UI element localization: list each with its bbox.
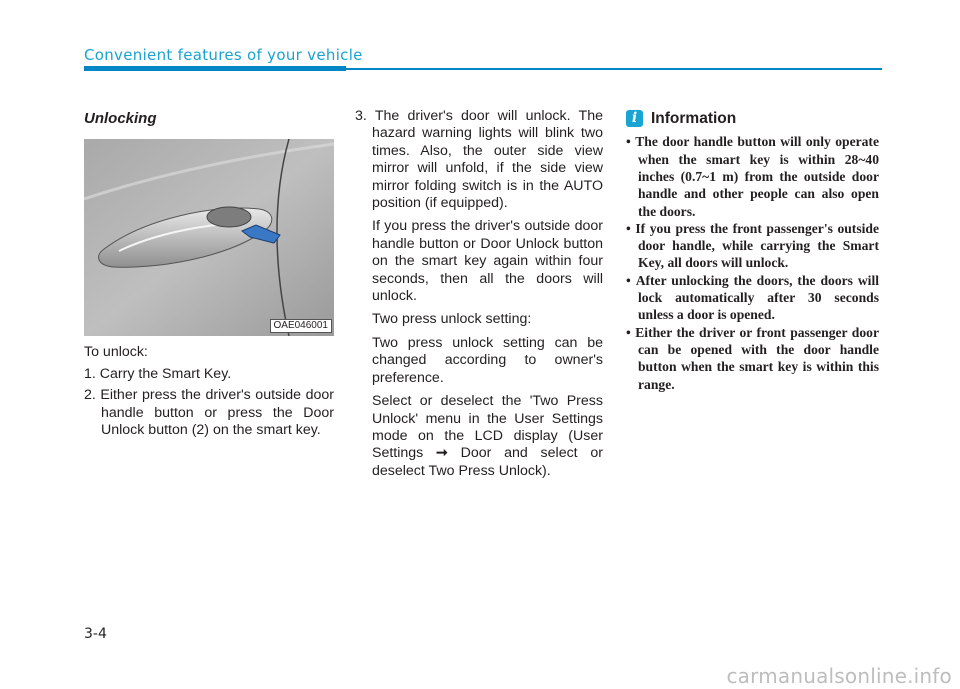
info-icon: i [626,110,643,127]
info-bullet [625,272,879,324]
bullet-glyph: • [626,220,631,236]
arrow-icon: ➞ [436,445,448,462]
info-bullet [625,220,879,272]
paragraph-again: If you press the driver's outside door handle button or Door Unlock button on the smart key again within four seconds, then all the doors will unlock. [372,218,603,305]
step-1: 1. Carry the Smart Key. [84,365,232,382]
middle-column [355,108,603,480]
info-bullet [625,324,879,393]
watermark-text: carmanualsonline.info [726,664,952,688]
left-column [84,108,334,443]
step-2: 2. Either press the driver's outside door handle button or press the Door Unlock button (2) on the smart key. [84,387,334,439]
header-rule-thin [346,68,882,70]
bullet-text: After unlocking the doors, the doors will lock automatically after 30 seconds unless a door is opened. [635,272,880,323]
page-number: 3-4 [84,626,107,642]
paragraph-setting-label: Two press unlock setting: [372,311,532,328]
info-header [626,110,879,127]
figure-code: OAE046001 [270,319,333,333]
user-settings-text-a: Select or deselect the 'Two Press Unlock' menu in the User Settings mode on the LCD display (User Settings [372,393,603,462]
section-header-title: Convenient features of your vehicle [84,46,363,64]
paragraph-setting-desc: Two press unlock setting can be changed according to owner's preference. [372,334,603,386]
door-handle-illustration [84,139,334,336]
step-3: 3. The driver's door will unlock. The hazard warning lights will blink two times. Also, the outer side view mirror will unfold, if the side view mirror folding switch is in the AUTO position (if equipped). [355,108,603,212]
info-list [625,133,879,392]
info-column [621,108,879,393]
bullet-text: Either the driver or front passenger door can be opened with the door handle button when the smart key is within this range. [635,324,879,392]
door-handle-figure [84,139,334,336]
bullet-glyph: • [626,324,631,340]
bullet-text: If you press the front passenger's outside door handle, while carrying the Smart Key, all doors will unlock. [635,220,879,271]
bullet-text: The door handle button will only operate when the smart key is within 28~40 inches (0.7~1 m) from the outside door handle and other people can also open the doors. [635,134,879,219]
bullet-glyph: • [626,272,631,288]
info-title: Information [651,110,737,127]
bullet-glyph: • [626,134,631,150]
header-rule-thick [84,66,346,71]
user-settings-text-b: Door and select or deselect Two Press Unlock). [372,445,603,479]
paragraph-user-settings [355,393,603,480]
section-heading: Unlocking [84,110,157,127]
unlock-intro: To unlock: [84,344,148,361]
info-bullet [625,133,879,219]
